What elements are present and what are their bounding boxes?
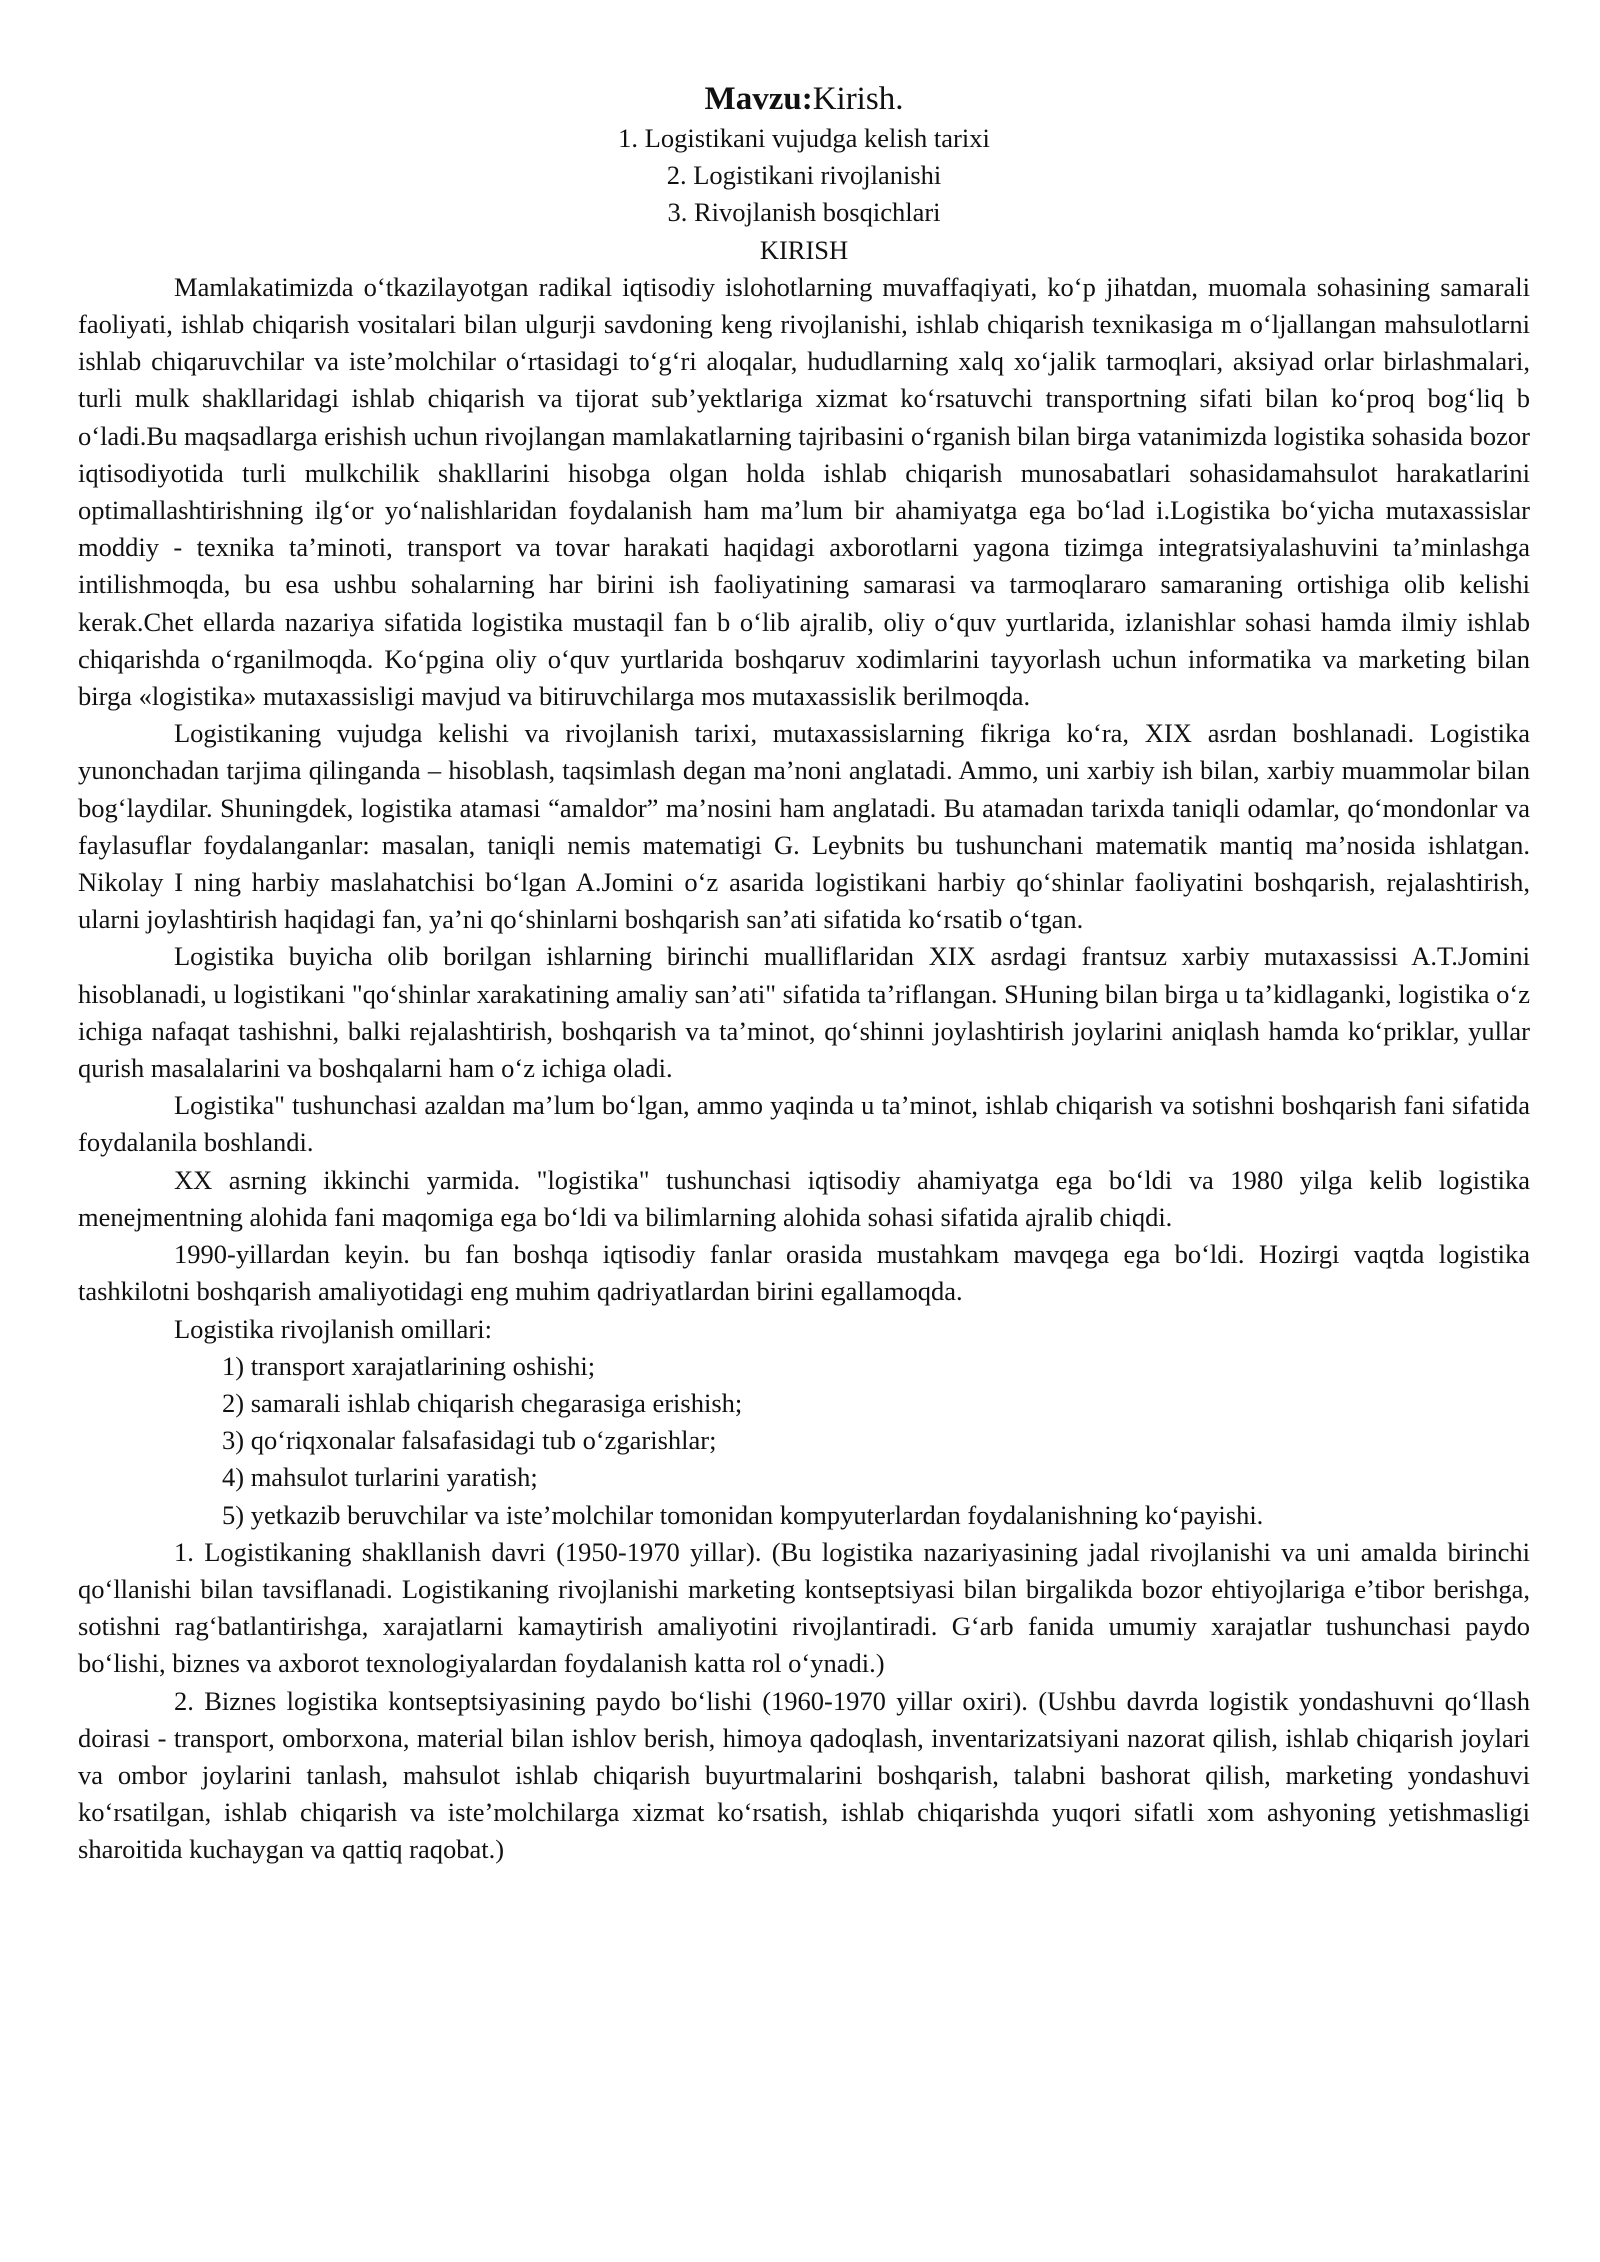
- paragraph-1990s: 1990-yillardan keyin. bu fan boshqa iqtisodiy fanlar orasida mustahkam mavqega ega bo‘ldi. Hozirgi vaqtda logistika tashkilotni boshqarish amaliyotidagi eng muhim qadriyatlardan birini egallamoqda.: [78, 1239, 1530, 1307]
- section-heading: KIRISH: [759, 234, 849, 265]
- paragraph-concept: Logistika" tushunchasi azaldan ma’lum bo‘lgan, ammo yaqinda u ta’minot, ishlab chiqarish va sotishni boshqarish fani sifatida foydalanila boshlandi.: [78, 1090, 1530, 1158]
- list-item: 1) transport xarajatlarining oshishi;: [222, 1350, 596, 1381]
- paragraph-jomini: Logistika buyicha olib borilgan ishlarning birinchi mualliflaridan XIX asrdagi frantsuz xarbiy mutaxassissi A.T.Jomini hisoblanadi, u logistikani "qo‘shinlar xarakatining amaliy san’ati" sifatida ta’riflangan. SHuning bilan birga u ta’kidlaganki, logistika o‘z ichiga nafaqat tashishni, balki rejalashtirish, boshqarish va ta’minot, qo‘shinni joylashtirish joylarini aniqlash hamda ko‘priklar, yullar qurish masalalarini va boshqalarni ham o‘z ichiga oladi.: [78, 941, 1530, 1084]
- list-item: 3) qo‘riqxonalar falsafasidagi tub o‘zgarishlar;: [222, 1425, 717, 1456]
- list-item: 5) yetkazib beruvchilar va iste’molchilar tomonidan kompyuterlardan foydalanishning ko‘payishi.: [222, 1499, 1264, 1530]
- document-page: [78, 78, 1530, 1869]
- paragraph-stage-2: 2. Biznes logistika kontseptsiyasining paydo bo‘lishi (1960-1970 yillar oxiri). (Ushbu davrda logistik yondashuvni qo‘llash doirasi - transport, omborxona, material bilan ishlov berish, himoya qadoqlash, inventarizatsiyani nazorat qilish, ishlab chiqarish joylari va ombor joylarini tanlash, mahsulot ishlab chiqarish buyurtmalarini boshqarish, talabni bashorat qilish, marketing yondashuvi ko‘rsatilgan, ishlab chiqarish va iste’molchilarga xizmat ko‘rsatish, ishlab chiqarishda yuqori sifatli xom ashyoning yetishmasligi sharoitida kuchaygan va qattiq raqobat.): [78, 1685, 1530, 1865]
- list-item: 2) samarali ishlab chiqarish chegarasiga erishish;: [222, 1387, 743, 1418]
- paragraph-intro: Mamlakatimizda o‘tkazilayotgan radikal iqtisodiy islohotlarning muvaffaqiyati, ko‘p jihatdan, muomala sohasining samarali faoliyati, ishlab chiqarish vositalari bilan ulgurji savdoning keng rivojlanishi, ishlab chiqarish texnikasiga m o‘ljallangan mahsulotlarni ishlab chiqaruvchilar va iste’molchilar o‘rtasidagi to‘g‘ri aloqalar, hududlarning xalq xo‘jalik tarmoqlari, aksiyad orlar birlashmalari, turli mulk shakllaridagi ishlab chiqarish va tijorat sub’yektlariga xizmat ko‘rsatuvchi transportning sifati bilan ko‘proq bog‘liq b o‘ladi.Bu maqsadlarga erishish uchun rivojlangan mamlakatlarning tajribasini o‘rganish bilan birga vatanimizda logistika sohasida bozor iqtisodiyotida turli mulkchilik shakllarini hisobga olgan holda ishlab chiqarish munosabatlari sohasidamahsulot harakatlarini optimallashtirishning ilg‘or yo‘nalishlaridan foydalanish ham ma’lum bir ahamiyatga ega bo‘lad i.Logistika bo‘yicha mutaxassislar moddiy - texnika ta’minoti, transport va tovar harakati haqidagi axborotlarni yagona tizimga integratsiyalashuvini ta’minlashga intilishmoqda, bu esa ushbu sohalarning har birini ish faoliyatining samarasi va tarmoqlararo samaraning ortishiga olib kelishi kerak.Chet ellarda nazariya sifatida logistika mustaqil fan b o‘lib ajralib, oliy o‘quv yurtlarida, izlanishlar sohasi hamda ilmiy ishlab chiqarishda o‘rganilmoqda. Ko‘pgina oliy o‘quv yurtlarida boshqaruv xodimlarini tayyorlash uchun informatika va marketing bilan birga «logistika» mutaxassisligi mavjud va bitiruvchilarga mos mutaxassislik berilmoqda.: [78, 271, 1530, 712]
- plan-item-1: 1. Logistikani vujudga kelish tarixi: [618, 123, 990, 153]
- title-text: Kirish.: [812, 81, 904, 117]
- paragraph-xx-century: XX asrning ikkinchi yarmida. "logistika" tushunchasi iqtisodiy ahamiyatga ega bo‘ldi va 1980 yilga kelib logistika menejmentning alohida fani maqomiga ega bo‘ldi va bilimlarning alohida sohasi sifatida ajralib chiqdi.: [78, 1164, 1530, 1232]
- factors-list: [78, 1348, 1530, 1534]
- title-label: Mavzu:: [704, 81, 813, 117]
- page-title: [78, 78, 1530, 120]
- plan-item-3: 3. Rivojlanish bosqichlari: [667, 197, 941, 228]
- paragraph-factors-intro: Logistika rivojlanish omillari:: [174, 1313, 492, 1344]
- plan-item-2: 2. Logistikani rivojlanishi: [666, 160, 942, 191]
- paragraph-stage-1: 1. Logistikaning shakllanish davri (1950-1970 yillar). (Bu logistika nazariyasining jadal rivojlanishi va uni amalda birinchi qo‘llanishi bilan tavsiflanadi. Logistikaning rivojlanishi marketing kontseptsiyasi bilan birgalikda bozor ehtiyojlariga e’tibor berishga, sotishni rag‘batlantirishga, xarajatlarni kamaytirish amaliyotini rivojlantiradi. G‘arb fanida umumiy xarajatlar tushunchasi paydo bo‘lishi, biznes va axborot texnologiyalardan foydalanish katta rol o‘ynadi.): [78, 1536, 1530, 1679]
- list-item: 4) mahsulot turlarini yaratish;: [222, 1462, 538, 1493]
- paragraph-history: Logistikaning vujudga kelishi va rivojlanish tarixi, mutaxassislarning fikriga ko‘ra, XIX asrdan boshlanadi. Logistika yunonchadan tarjima qilinganda – hisoblash, taqsimlash degan ma’noni anglatadi. Ammo, uni xarbiy ish bilan, xarbiy muammolar bilan bog‘laydilar. Shuningdek, logistika atamasi “amaldor” ma’nosini ham anglatadi. Bu atamadan tarixda taniqli odamlar, qo‘mondonlar va faylasuflar foydalanganlar: masalan, taniqli nemis matematigi G. Leybnits bu tushunchani matematik mantiq ma’nosida ishlatgan. Nikolay I ning harbiy maslahatchisi bo‘lgan A.Jomini o‘z asarida logistikani harbiy qo‘shinlar faoliyatini boshqarish, rejalashtirish, ularni joylashtirish haqidagi fan, ya’ni qo‘shinlarni boshqarish san’ati sifatida ko‘rsatib o‘tgan.: [78, 718, 1530, 935]
